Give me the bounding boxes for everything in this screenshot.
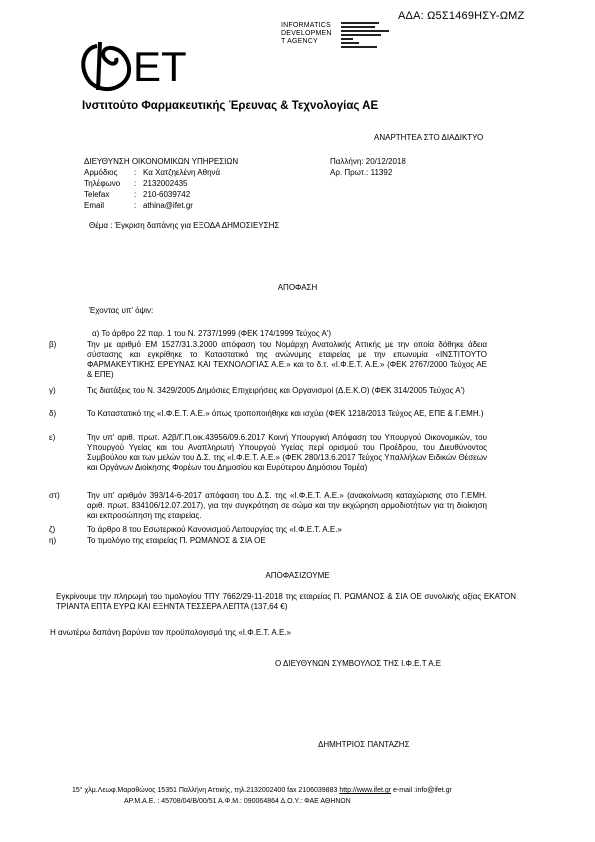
list-item: η) Το τιμολόγιο της εταιρείας Π. ΡΩΜΑΝΟΣ & ΣΙΑ ΟΕ: [49, 536, 266, 545]
department: ΔΙΕΥΘΥΝΣΗ ΟΙΚΟΝΟΜΙΚΩΝ ΥΠΗΡΕΣΙΩΝ: [84, 157, 239, 166]
contact-row: Τηλέφωνο : 2132002435: [84, 179, 188, 188]
approval-text: Εγκρίνουμε την πληρωμή του τιμολογίου ΤΠΥ 7662/29-11-2018 της εταιρείας Π. ΡΩΜΑΝΟΣ & ΣΙΑ ΟΕ συνολικής αξίας ΕΚΑΤΟΝ ΤΡΙΑΝΤΑ ΕΠΤΑ ΕΥΡΩ ΚΑΙ ΕΞΗΝΤΑ ΤΕΣΣΕΡΑ ΛΕΠΤΑ (137,64 €): [56, 592, 516, 611]
list-item: στ) Την υπ' αριθμόν 393/14-6-2017 απόφαση του Δ.Σ. της «Ι.Φ.Ε.Τ. Α.Ε.» (ανακοίνωση καταχώρισης στο Γ.ΕΜΗ. αριθ. πρωτ. 834106/12.07.2017), για την συγκρότηση σε σώμα και την εκχώρηση αρμοδιοτήτων για τη διοίκηση και εκπροσώπηση της εταιρείας.: [49, 491, 487, 520]
list-item: δ) Το Καταστατικό της «Ι.Φ.Ε.Τ. Α.Ε.» όπως τροποποιήθηκε και ισχύει (ΦΕΚ 1218/2013 Τεύχος ΑΕ, ΕΠΕ & Γ.ΕΜΗ.): [49, 409, 484, 418]
ada-number: ΑΔΑ: Ω5Σ1469ΗΣΥ-ΩΜΖ: [398, 10, 525, 22]
subject: Θέμα : Έγκριση δαπάνης για ΕΞΟΔΑ ΔΗΜΟΣΙΕΥΣΗΣ: [89, 221, 280, 230]
svg-text:ET: ET: [133, 43, 187, 90]
posted-notice: ΑΝΑΡΤΗΤΕΑ ΣΤΟ ΔΙΑΔΙΚΤΥΟ: [374, 133, 484, 142]
agency-fine-print: [341, 22, 411, 50]
agency-label: [281, 22, 332, 46]
contact-row: Αρμόδιος : Κα Χατζηελένη Αθηνά: [84, 168, 221, 177]
list-item: ζ) Το άρθρο 8 του Εσωτερικού Κανονισμού Λειτουργίας της «Ι.Φ.Ε.Τ. Α.Ε.»: [49, 525, 342, 534]
list-item: ε) Την υπ' αριθ. πρωτ. Α2β/Γ.Π.οικ.43956/09.6.2017 Κοινή Υπουργική Απόφαση του Υπουργού Οικονομικών, του Υπουργού Υγείας και του Αναπληρωτή Υπουργού Υγείας περί ορισμού του Προέδρου, του Διευθύνοντος Συμβούλου και των μελών του Δ.Σ. της «Ι.Φ.Ε.Τ. Α.Ε.» (ΦΕΚ 280/13.6.2017 Τεύχος Υπαλλήλων Ειδικών Θέσεων και Οργάνων Διοίκησης Φορέων του Δημοσίου και Ευρύτερου Δημόσιου Τομέα): [49, 433, 487, 472]
place-date: Παλλήνη: 20/12/2018: [330, 157, 406, 166]
decide-title: ΑΠΟΦΑΣΙΖΟΥΜΕ: [265, 571, 330, 580]
contact-row: Telefax : 210-6039742: [84, 190, 191, 199]
decision-title: ΑΠΟΦΑΣΗ: [277, 283, 318, 292]
footer-registry: ΑΡ.Μ.Α.Ε. : 45708/04/Β/00/51 Α.Φ.Μ.: 090064864 Δ.Ο.Υ.: ΦΑΕ ΑΘΗΝΩΝ: [124, 798, 351, 805]
footer-address: 15° χλμ.Λεωφ.Μαραθώνος 15351 Παλλήνη Αττικής, τηλ.2132002400 fax 2106039883 http://www.ifet.gr e-mail :info@ifet.gr: [72, 787, 452, 794]
ceo-title: Ο ΔΙΕΥΘΥΝΩΝ ΣΥΜΒΟΥΛΟΣ ΤΗΣ Ι.Φ.Ε.Τ Α.Ε: [275, 659, 442, 668]
ifet-logo: [78, 38, 198, 96]
budget-text: Η ανωτέρω δαπάνη βαρύνει τον προϋπολογισμό της «Ι.Φ.Ε.Τ. Α.Ε.»: [50, 628, 291, 637]
signer-name: ΔΗΜΗΤΡΙΟΣ ΠΑΝΤΑΖΗΣ: [318, 740, 410, 749]
agency-line: T AGENCY: [281, 38, 318, 45]
considering-label: Έχοντας υπ' όψιν:: [89, 306, 154, 315]
company-name: Ινστιτούτο Φαρμακευτικής Έρευνας & Τεχνολογίας ΑΕ: [82, 100, 379, 112]
list-item: α) Το άρθρο 22 παρ. 1 του Ν. 2737/1999 (ΦΕΚ 174/1999 Τεύχος Α'): [92, 329, 332, 338]
agency-line: DEVELOPMEN: [281, 30, 332, 37]
protocol-number: Αρ. Πρωτ.: 11392: [330, 168, 393, 177]
contact-row: Email : athina@ifet.gr: [84, 201, 193, 210]
website-link[interactable]: http://www.ifet.gr: [339, 787, 392, 794]
list-item: γ) Τις διατάξεις του Ν. 3429/2005 Δημόσιες Επιχειρήσεις και Οργανισμοί (Δ.Ε.Κ.Ο) (ΦΕΚ 314/2005 Τεύχος Α'): [49, 386, 465, 395]
list-item: β) Την με αριθμό ΕΜ 1527/31.3.2000 απόφαση του Νομάρχη Ανατολικής Αττικής με την οποία δόθηκε άδεια σύστασης και εγκρίθηκε το Καταστατικό της ανώνυμης εταιρείας με την επωνυμία «ΙΝΣΤΙΤΟΥΤΟ ΦΑΡΜΑΚΕΥΤΙΚΗΣ ΕΡΕΥΝΑΣ ΚΑΙ ΤΕΧΝΟΛΟΓΙΑΣ Α.Ε.» και το δ.τ. «Ι.Φ.Ε.Τ. Α.Ε.» (ΦΕΚ 2767/2000 Τεύχος ΑΕ & ΕΠΕ): [49, 340, 487, 379]
agency-line: INFORMATICS: [281, 22, 331, 29]
